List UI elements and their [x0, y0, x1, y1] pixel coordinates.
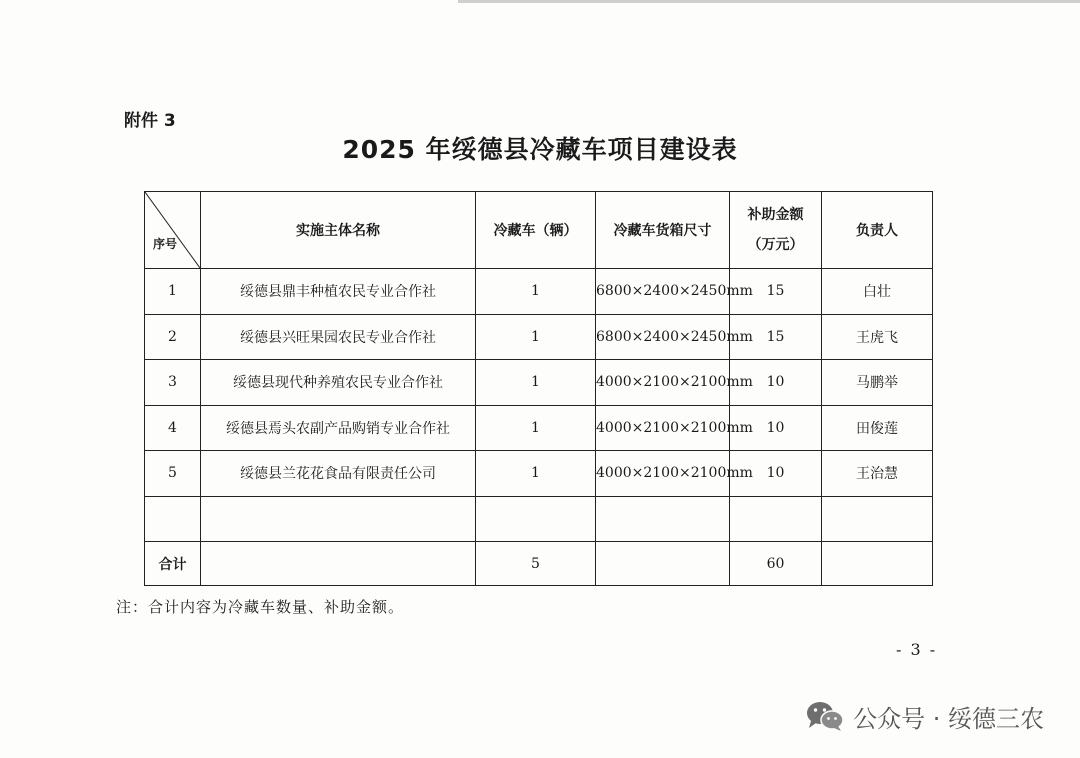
- table-row: [145, 360, 933, 406]
- header-index-diagonal-cell: [145, 192, 201, 269]
- cell-box-size: 4000×2100×2100mm: [596, 451, 730, 497]
- watermark: [805, 696, 1044, 736]
- header-subsidy-line2: （万元）: [747, 237, 804, 253]
- cell-empty: [730, 496, 822, 542]
- cell-box-size: 4000×2100×2100mm: [596, 360, 730, 406]
- header-person: 负责人: [822, 192, 933, 269]
- cell-entity: 绥德县兰花花食品有限责任公司: [201, 451, 476, 497]
- table-row: [145, 451, 933, 497]
- cell-box-size: 6800×2400×2450mm: [596, 269, 730, 315]
- header-vehicles: 冷藏车（辆）: [476, 192, 596, 269]
- table-row: [145, 405, 933, 451]
- table-row: [145, 314, 933, 360]
- cell-vehicles: 1: [476, 405, 596, 451]
- cell-person: 白壮: [822, 269, 933, 315]
- scan-edge-line: [458, 0, 1080, 3]
- header-index: 序号: [153, 237, 178, 251]
- cell-empty: [596, 542, 730, 586]
- page-number: - 3 -: [896, 640, 938, 659]
- table-row: [145, 269, 933, 315]
- cell-entity: 绥德县兴旺果园农民专业合作社: [201, 314, 476, 360]
- table-header-row: [145, 192, 933, 269]
- cell-index: 5: [145, 451, 201, 497]
- cell-person: 王虎飞: [822, 314, 933, 360]
- header-subsidy-line1: 补助金额: [747, 207, 804, 223]
- watermark-text: 公众号 · 绥德三农: [853, 704, 1044, 733]
- document-title: 2025 年绥德县冷藏车项目建设表: [342, 135, 738, 164]
- total-label: 合计: [145, 542, 201, 586]
- cell-entity: 绥德县现代种养殖农民专业合作社: [201, 360, 476, 406]
- cell-vehicles: 1: [476, 360, 596, 406]
- wechat-icon: [805, 699, 845, 733]
- cell-empty: [145, 496, 201, 542]
- cell-empty: [822, 496, 933, 542]
- cell-index: 4: [145, 405, 201, 451]
- project-table: [144, 191, 933, 586]
- header-box-size: 冷藏车货箱尺寸: [596, 192, 730, 269]
- cell-entity: 绥德县焉头农副产品购销专业合作社: [201, 405, 476, 451]
- cell-box-size: 4000×2100×2100mm: [596, 405, 730, 451]
- table-row-empty: [145, 496, 933, 542]
- table-total-row: [145, 542, 933, 586]
- cell-box-size: 6800×2400×2450mm: [596, 314, 730, 360]
- attachment-label: 附件 3: [124, 111, 176, 131]
- cell-subsidy: 15: [730, 269, 822, 315]
- cell-subsidy: 15: [730, 314, 822, 360]
- cell-vehicles: 1: [476, 269, 596, 315]
- total-subsidy: 60: [730, 542, 822, 586]
- header-entity: 实施主体名称: [201, 192, 476, 269]
- cell-person: 王治慧: [822, 451, 933, 497]
- cell-empty: [476, 496, 596, 542]
- cell-index: 1: [145, 269, 201, 315]
- total-vehicles: 5: [476, 542, 596, 586]
- cell-entity: 绥德县鼎丰种植农民专业合作社: [201, 269, 476, 315]
- cell-empty: [596, 496, 730, 542]
- cell-empty: [201, 496, 476, 542]
- cell-person: 马鹏举: [822, 360, 933, 406]
- cell-index: 3: [145, 360, 201, 406]
- cell-empty: [201, 542, 476, 586]
- cell-subsidy: 10: [730, 451, 822, 497]
- cell-person: 田俊莲: [822, 405, 933, 451]
- table-note: 注：合计内容为冷藏车数量、补助金额。: [116, 598, 405, 616]
- cell-subsidy: 10: [730, 360, 822, 406]
- cell-subsidy: 10: [730, 405, 822, 451]
- cell-empty: [822, 542, 933, 586]
- cell-vehicles: 1: [476, 451, 596, 497]
- header-subsidy: [730, 192, 822, 269]
- cell-index: 2: [145, 314, 201, 360]
- cell-vehicles: 1: [476, 314, 596, 360]
